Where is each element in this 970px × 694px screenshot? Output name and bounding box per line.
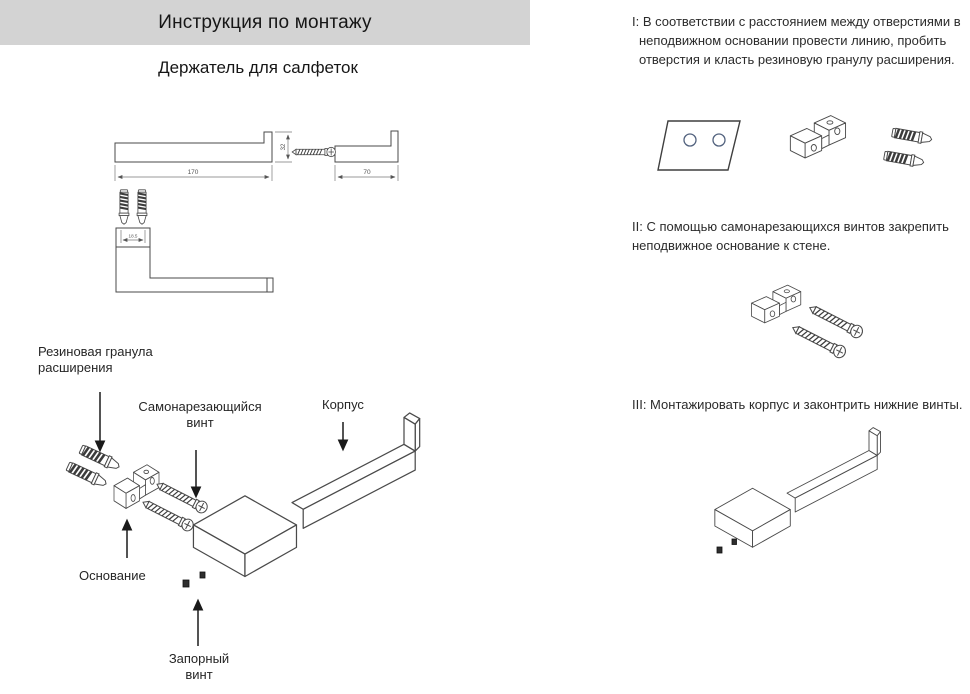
header-bar <box>0 0 530 45</box>
label-set-screw: Запорный винт <box>168 651 230 683</box>
base-block-drawing <box>790 116 845 158</box>
holder-body-drawing <box>193 413 419 577</box>
label-screw: Самонарезающийся винт <box>138 399 262 431</box>
base-block-drawing <box>114 465 159 509</box>
front-view-drawing <box>115 132 272 162</box>
product-title: Держатель для салфеток <box>158 58 358 77</box>
top-view-dowels <box>119 190 147 224</box>
dowels-drawing <box>65 444 121 490</box>
front-view-dimensions <box>115 132 292 181</box>
step-1-text: I: В соответствии с расстоянием между отверстиями в неподвижном основании провести линию, пробить отверстия и класть резиновую гранулу расширения. <box>632 14 961 67</box>
label-body: Корпус <box>322 397 364 412</box>
step-1-diagram <box>648 103 948 203</box>
step-3-diagram <box>690 425 950 590</box>
set-screws-drawing <box>717 539 737 553</box>
dowels-drawing <box>883 127 932 168</box>
side-view-drawing <box>335 131 398 162</box>
dimension-label-depth: 70 <box>363 169 371 176</box>
step-3-text: III: Монтажировать корпус и законтрить нижние винты. <box>632 397 963 412</box>
holder-body-drawing <box>715 428 881 548</box>
dimension-label-length: 170 <box>187 169 199 176</box>
screws-drawing <box>790 302 865 360</box>
top-view-drawing <box>116 228 273 292</box>
dimension-label-hole-spacing: 18.5 <box>128 233 138 239</box>
step-2-diagram <box>715 265 915 375</box>
side-view-screw <box>292 147 335 156</box>
step-2-text: II: С помощью самонарезающихся винтов закрепить неподвижное основание к стене. <box>632 219 949 253</box>
dimension-label-height: 32 <box>281 143 287 151</box>
wall-plate-drawing <box>658 121 740 170</box>
label-dowel: Резиновая гранула расширения <box>38 344 153 376</box>
label-base: Основание <box>79 568 146 583</box>
page-title: Инструкция по монтажу <box>158 11 372 33</box>
base-block-drawing <box>752 285 801 323</box>
set-screws-drawing <box>183 572 205 587</box>
technical-drawing <box>20 95 430 305</box>
